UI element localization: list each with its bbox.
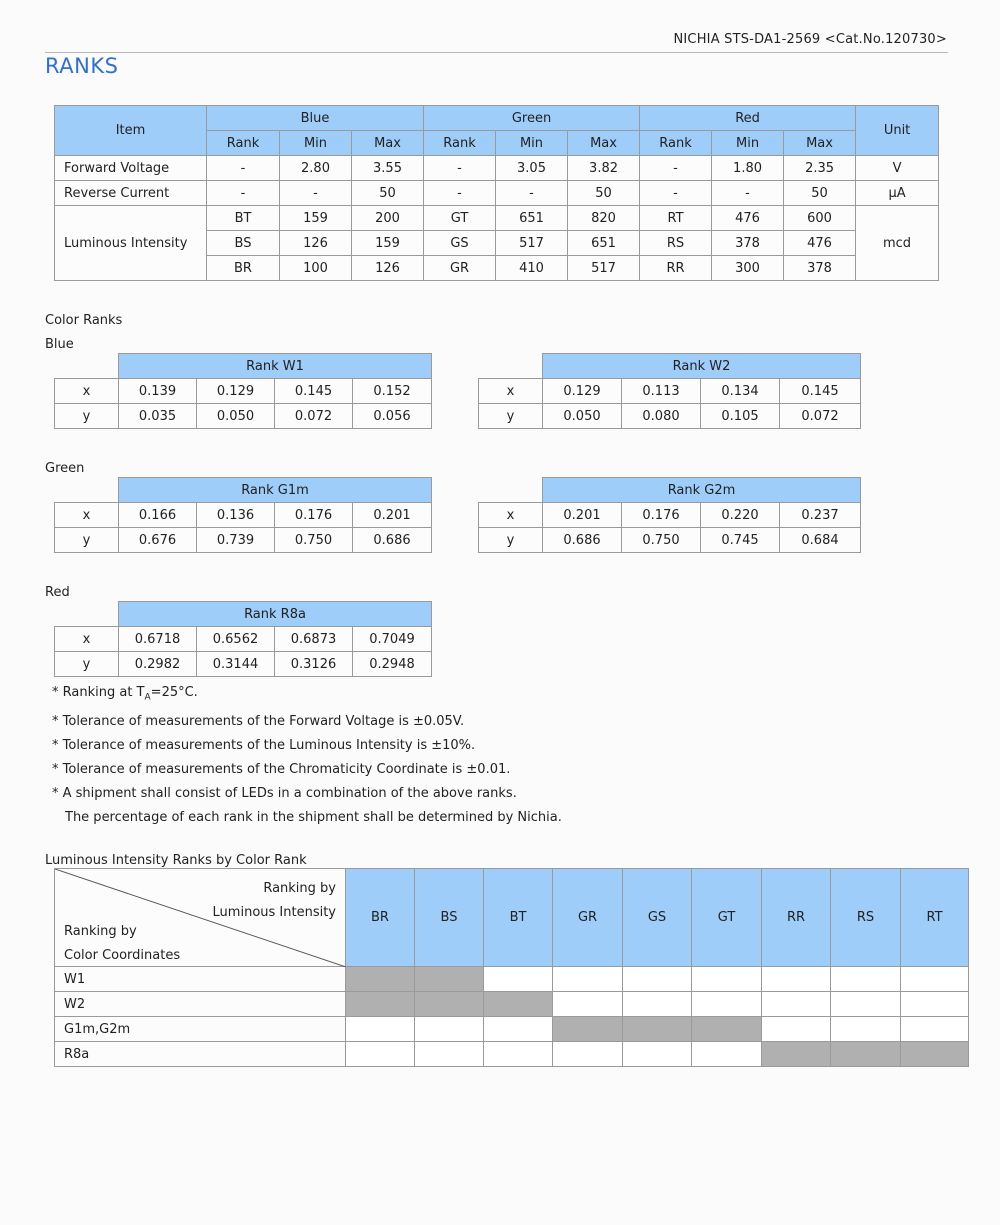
empty-cell [553, 992, 623, 1017]
table-cell: - [712, 181, 784, 206]
rank-title: Rank G1m [119, 478, 432, 503]
table-cell: 0.3126 [275, 652, 353, 677]
table-cell: RT [640, 206, 712, 231]
note-ranking-temp [52, 681, 562, 710]
note-luminous-intensity: * Tolerance of measurements of the Luminous Intensity is ±10%. [52, 737, 476, 753]
marked-cell [831, 1042, 901, 1067]
table-cell: 0.676 [119, 528, 197, 553]
table-cell: 0.745 [701, 528, 780, 553]
table-cell: 651 [496, 206, 568, 231]
table-cell: 0.056 [353, 404, 432, 429]
empty-cell [415, 1042, 484, 1067]
row-label: Reverse Current [55, 181, 207, 206]
table-cell: 0.176 [275, 503, 353, 528]
table-cell: 0.166 [119, 503, 197, 528]
table-cell: 126 [280, 231, 352, 256]
subheader-min: Min [280, 131, 352, 156]
empty-cell [553, 1042, 623, 1067]
empty-cell [831, 992, 901, 1017]
table-cell: 50 [784, 181, 856, 206]
table-cell: - [640, 156, 712, 181]
x-label: x [55, 503, 119, 528]
blue-label: Blue [45, 337, 74, 352]
note-forward-voltage: * Tolerance of measurements of the Forward Voltage is ±0.05V. [52, 713, 465, 729]
note-text: =25°C. [150, 685, 198, 700]
marked-cell [692, 1017, 762, 1042]
table-cell: 378 [784, 256, 856, 281]
empty-cell [762, 992, 831, 1017]
corner-top-line2: Luminous Intensity [212, 905, 336, 920]
subheader-max: Max [784, 131, 856, 156]
red-label: Red [45, 585, 70, 600]
red-group-header: Red [640, 106, 856, 131]
table-cell: GT [424, 206, 496, 231]
lum-by-color-heading: Luminous Intensity Ranks by Color Rank [45, 853, 307, 868]
lum-by-color-table [54, 868, 969, 1067]
subheader-min: Min [496, 131, 568, 156]
table-cell: 3.82 [568, 156, 640, 181]
table-cell: BS [207, 231, 280, 256]
table-cell: 0.176 [622, 503, 701, 528]
unit-header: Unit [856, 106, 939, 156]
table-cell: 0.152 [353, 379, 432, 404]
table-cell: 0.201 [353, 503, 432, 528]
column-header: RR [762, 869, 831, 967]
empty-cell [346, 1042, 415, 1067]
table-cell: 159 [280, 206, 352, 231]
table-cell: 651 [568, 231, 640, 256]
empty-cell [623, 1042, 692, 1067]
table-cell: 0.072 [780, 404, 861, 429]
green-group-header: Green [424, 106, 640, 131]
corner-bottom-line2: Color Coordinates [64, 948, 181, 963]
y-label: y [55, 404, 119, 429]
row-label: G1m,G2m [55, 1017, 346, 1042]
column-header: RT [901, 869, 969, 967]
table-cell: GS [424, 231, 496, 256]
table-cell: 126 [352, 256, 424, 281]
table-cell: - [280, 181, 352, 206]
note-shipment: * A shipment shall consist of LEDs in a combination of the above ranks. [52, 785, 517, 801]
marked-cell [346, 967, 415, 992]
marked-cell [901, 1042, 969, 1067]
rank-title: Rank G2m [543, 478, 861, 503]
subheader-rank: Rank [424, 131, 496, 156]
empty-cell [484, 1042, 553, 1067]
table-cell: 517 [568, 256, 640, 281]
table-cell: RS [640, 231, 712, 256]
table-cell: 50 [568, 181, 640, 206]
table-cell: BR [207, 256, 280, 281]
blank-cell [55, 602, 119, 627]
table-row [55, 992, 969, 1017]
y-label: y [479, 528, 543, 553]
empty-cell [762, 1017, 831, 1042]
column-header: BT [484, 869, 553, 967]
x-label: x [55, 379, 119, 404]
column-header: RS [831, 869, 901, 967]
table-cell: - [207, 181, 280, 206]
empty-cell [901, 1017, 969, 1042]
table-cell: 0.050 [543, 404, 622, 429]
table-cell: 0.6718 [119, 627, 197, 652]
ranks-table [54, 105, 939, 281]
table-cell: 600 [784, 206, 856, 231]
table-cell: 0.2982 [119, 652, 197, 677]
table-cell: 0.220 [701, 503, 780, 528]
column-header: GT [692, 869, 762, 967]
marked-cell [762, 1042, 831, 1067]
table-cell: 0.6562 [197, 627, 275, 652]
table-cell: 0.7049 [353, 627, 432, 652]
subheader-min: Min [712, 131, 784, 156]
column-header: BR [346, 869, 415, 967]
blank-cell [479, 354, 543, 379]
table-cell: 3.55 [352, 156, 424, 181]
empty-cell [831, 1017, 901, 1042]
table-cell: 0.072 [275, 404, 353, 429]
row-label: Forward Voltage [55, 156, 207, 181]
table-cell: 0.686 [543, 528, 622, 553]
table-cell: 2.80 [280, 156, 352, 181]
table-cell: 0.3144 [197, 652, 275, 677]
table-cell: - [496, 181, 568, 206]
table-row [55, 181, 939, 206]
note-text: * Ranking at T [52, 685, 145, 700]
empty-cell [623, 967, 692, 992]
marked-cell [415, 967, 484, 992]
corner-top-line1: Ranking by [263, 881, 336, 896]
table-cell: 476 [784, 231, 856, 256]
row-label: W1 [55, 967, 346, 992]
subheader-max: Max [568, 131, 640, 156]
unit-cell: μA [856, 181, 939, 206]
subheader-max: Max [352, 131, 424, 156]
table-cell: 410 [496, 256, 568, 281]
blue-group-header: Blue [207, 106, 424, 131]
table-cell: 0.6873 [275, 627, 353, 652]
table-cell: 0.050 [197, 404, 275, 429]
y-label: y [55, 528, 119, 553]
x-label: x [55, 627, 119, 652]
table-row [55, 156, 939, 181]
y-label: y [55, 652, 119, 677]
table-cell: 300 [712, 256, 784, 281]
unit-cell: V [856, 156, 939, 181]
table-cell: 3.05 [496, 156, 568, 181]
table-cell: 0.145 [275, 379, 353, 404]
note-percentage: The percentage of each rank in the shipment shall be determined by Nichia. [65, 809, 562, 825]
empty-cell [692, 992, 762, 1017]
corner-bottom-line1: Ranking by [64, 924, 137, 939]
column-header: GR [553, 869, 623, 967]
table-cell: 378 [712, 231, 784, 256]
rank-title: Rank W1 [119, 354, 432, 379]
empty-cell [415, 1017, 484, 1042]
color-rank-table-w2 [478, 353, 861, 429]
y-label: y [479, 404, 543, 429]
table-cell: BT [207, 206, 280, 231]
table-row [55, 967, 969, 992]
column-header: GS [623, 869, 692, 967]
table-cell: 517 [496, 231, 568, 256]
header-divider [45, 52, 948, 53]
blank-cell [55, 478, 119, 503]
empty-cell [484, 1017, 553, 1042]
marked-cell [553, 1017, 623, 1042]
table-cell: 0.035 [119, 404, 197, 429]
page-title: RANKS [45, 54, 119, 78]
subheader-rank: Rank [207, 131, 280, 156]
document-id: NICHIA STS-DA1-2569 <Cat.No.120730> [673, 32, 947, 47]
color-rank-table-w1 [54, 353, 432, 429]
corner-header [55, 869, 346, 967]
color-ranks-heading: Color Ranks [45, 313, 123, 328]
table-cell: 0.136 [197, 503, 275, 528]
table-cell: - [424, 181, 496, 206]
table-cell: 0.139 [119, 379, 197, 404]
marked-cell [484, 992, 553, 1017]
table-cell: 159 [352, 231, 424, 256]
table-row [55, 1017, 969, 1042]
empty-cell [901, 992, 969, 1017]
table-cell: 476 [712, 206, 784, 231]
green-label: Green [45, 461, 85, 476]
table-row [55, 206, 939, 231]
empty-cell [831, 967, 901, 992]
notes [52, 681, 562, 830]
color-rank-table-g2m [478, 477, 861, 553]
row-label: Luminous Intensity [55, 206, 207, 281]
table-cell: 0.750 [622, 528, 701, 553]
table-cell: RR [640, 256, 712, 281]
table-cell: GR [424, 256, 496, 281]
x-label: x [479, 379, 543, 404]
table-cell: 0.2948 [353, 652, 432, 677]
empty-cell [901, 967, 969, 992]
table-cell: 2.35 [784, 156, 856, 181]
empty-cell [346, 1017, 415, 1042]
table-cell: 0.113 [622, 379, 701, 404]
table-cell: 0.080 [622, 404, 701, 429]
empty-cell [484, 967, 553, 992]
marked-cell [623, 1017, 692, 1042]
subheader-rank: Rank [640, 131, 712, 156]
blank-cell [479, 478, 543, 503]
color-rank-table-g1m [54, 477, 432, 553]
column-header: BS [415, 869, 484, 967]
rank-title: Rank W2 [543, 354, 861, 379]
empty-cell [692, 1042, 762, 1067]
table-cell: - [424, 156, 496, 181]
table-cell: 820 [568, 206, 640, 231]
table-cell: 1.80 [712, 156, 784, 181]
marked-cell [346, 992, 415, 1017]
table-cell: 0.739 [197, 528, 275, 553]
x-label: x [479, 503, 543, 528]
table-cell: 200 [352, 206, 424, 231]
table-cell: - [640, 181, 712, 206]
empty-cell [553, 967, 623, 992]
table-cell: 0.105 [701, 404, 780, 429]
table-cell: - [207, 156, 280, 181]
table-cell: 0.237 [780, 503, 861, 528]
table-row [55, 1042, 969, 1067]
table-cell: 50 [352, 181, 424, 206]
empty-cell [692, 967, 762, 992]
note-chromaticity: * Tolerance of measurements of the Chromaticity Coordinate is ±0.01. [52, 761, 511, 777]
marked-cell [415, 992, 484, 1017]
note-subscript: A [144, 692, 151, 703]
unit-cell: mcd [856, 206, 939, 281]
row-label: W2 [55, 992, 346, 1017]
empty-cell [762, 967, 831, 992]
table-cell: 0.750 [275, 528, 353, 553]
rank-title: Rank R8a [119, 602, 432, 627]
table-cell: 0.145 [780, 379, 861, 404]
table-cell: 0.684 [780, 528, 861, 553]
empty-cell [623, 992, 692, 1017]
table-cell: 0.686 [353, 528, 432, 553]
row-label: R8a [55, 1042, 346, 1067]
table-cell: 100 [280, 256, 352, 281]
color-rank-table-r8a [54, 601, 432, 677]
blank-cell [55, 354, 119, 379]
table-cell: 0.129 [197, 379, 275, 404]
table-cell: 0.134 [701, 379, 780, 404]
table-cell: 0.201 [543, 503, 622, 528]
table-cell: 0.129 [543, 379, 622, 404]
item-header: Item [55, 106, 207, 156]
